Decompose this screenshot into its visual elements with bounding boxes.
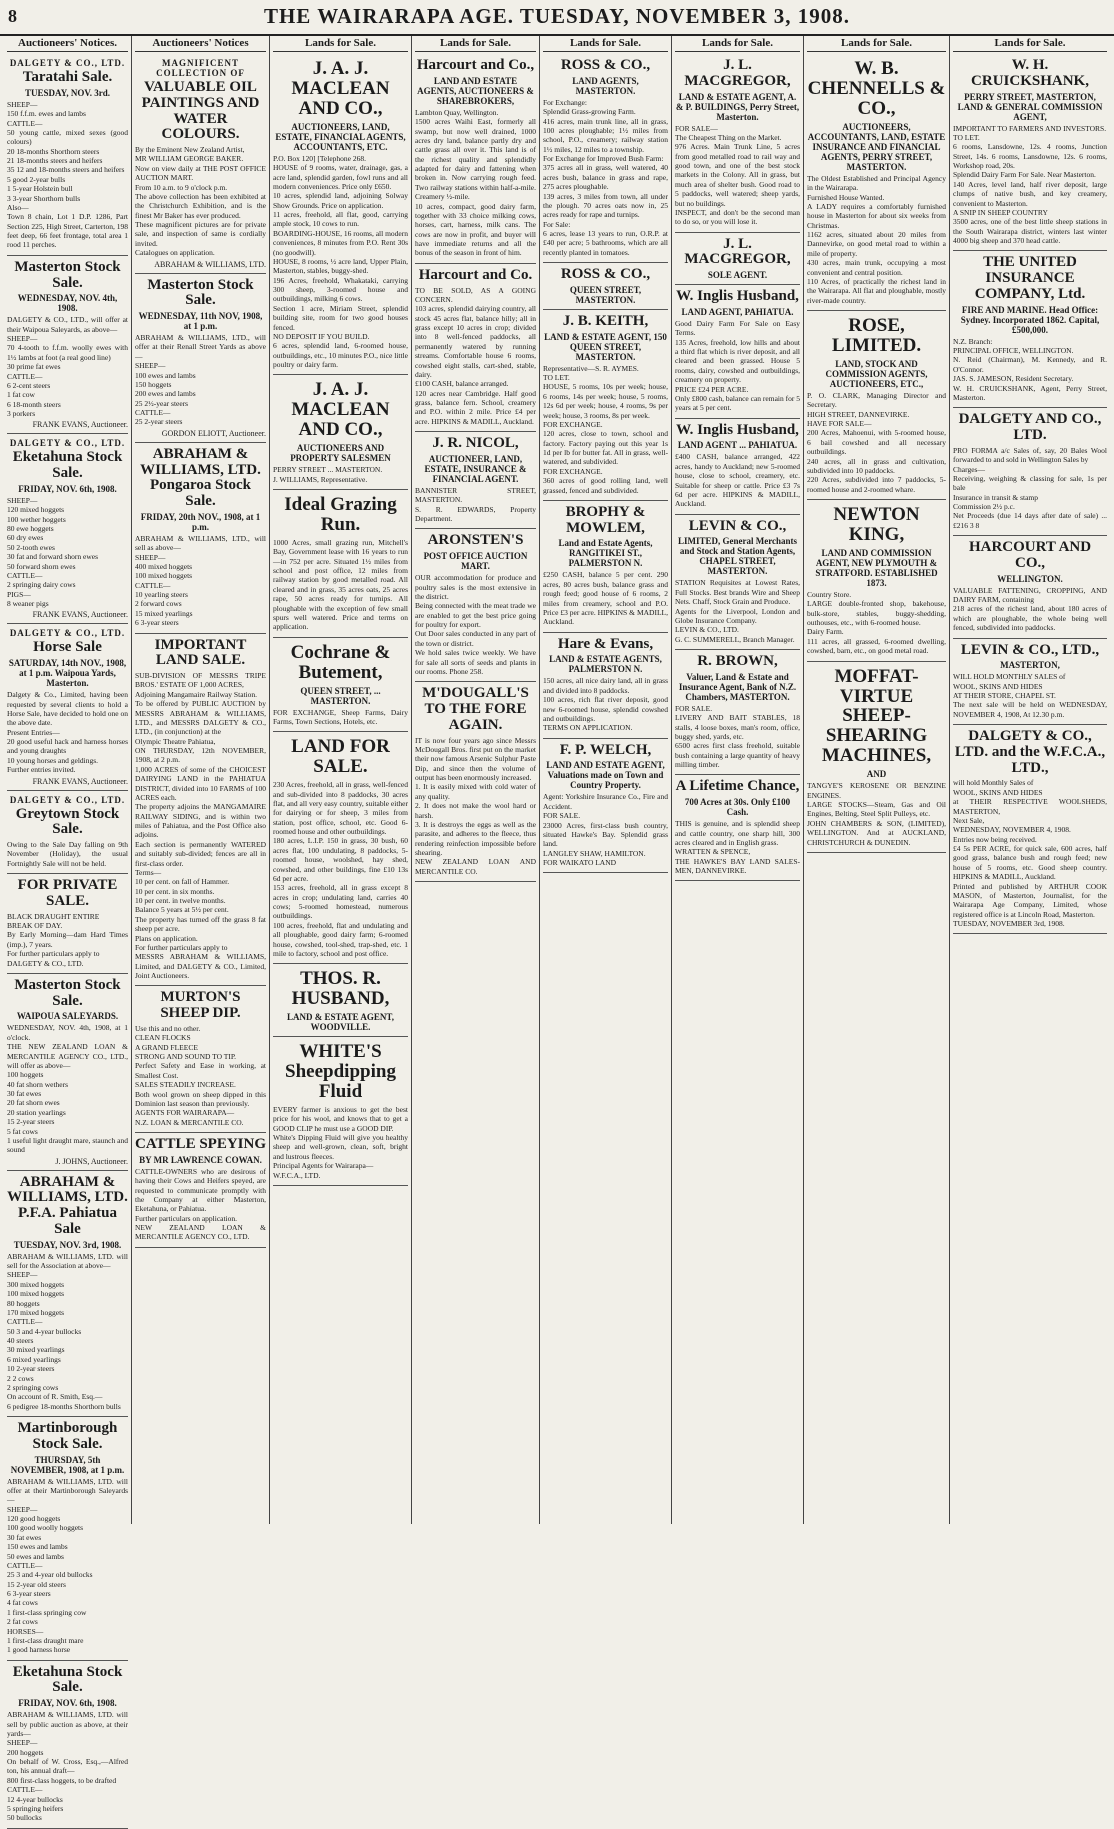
ad-firm: DALGETY & CO., LTD. — [9, 438, 126, 449]
ad-title: Hare & Evans, — [557, 635, 654, 652]
column-header: Auctioneers' Notices. — [7, 36, 128, 52]
ad-subtitle: AUCTIONEERS, ACCOUNTANTS, LAND, ESTATE INSURANCE AND FINANCIAL AGENTS, PERRY STREET, MASTERTON. — [807, 121, 946, 172]
ad-title: M'DOUGALL'S TO THE FORE AGAIN. — [422, 685, 529, 733]
ad-body: Good Dairy Farm For Sale on Easy Terms. 135 Acres, freehold, low hills and about a third flat which is river deposit, and all cleared and been grassed. House 5 rooms, dairy, cowshed and outbuildings, creamery on property. PRICE £24 PER ACRE. Only £800 cash, balance can remain for 5 years at 5 per cent. — [675, 318, 800, 413]
ad-signature: GORDON ELIOTT, Auctioneer. — [161, 428, 266, 438]
advertisement — [953, 251, 1107, 408]
advertisement — [675, 233, 800, 286]
advertisement — [7, 624, 128, 790]
ad-title: HARCOURT AND CO., — [968, 539, 1092, 571]
page-number: 8 — [8, 6, 17, 26]
advertisement — [273, 732, 408, 964]
ad-title: Eketahuna Stock Sale. — [12, 1663, 123, 1696]
ad-title: R. BROWN, — [697, 653, 778, 669]
ad-subtitle: LAND & ESTATE AGENT, WOODVILLE. — [286, 1012, 395, 1033]
ad-subtitle: Valuer, Land & Estate and Insurance Agent, Bank of N.Z. Chambers, MASTERTON. — [678, 671, 797, 702]
ad-body: 230 Acres, freehold, all in grass, well-fenced and sub-divided into 8 paddocks, 30 acres flat, and all very easy country, suitable either for dairying or for sheep, 3 miles from station, post office, school, etc. Good 6-roomed house and other outbuildings. 180 acres, L.I.P. 150 in grass, 30 bush, 60 acres flat, 100 undulating, 8 paddocks, 5-roomed house, woolshed, hay shed, cowshed, and other buildings, fine £10 13s 6d per acre. 153 acres, freehold, all in grass except 8 acres in crop; undulating land, carries 40 cows; 5-roomed homestead, numerous outbuildings. 100 acres, freehold, flat and undulating and all ploughable, good dairy farm; 6-roomed house, cowshed, tool-shed, trap-shed, etc. 1 mile to factory, school and post office. — [273, 780, 408, 958]
ad-title: WHITE'S Sheepdipping Fluid — [285, 1041, 396, 1102]
ad-title: J. A. J. MACLEAN AND CO., — [291, 379, 390, 441]
ad-body: SUB-DIVISION OF MESSRS TRIPE BROS.' ESTATE OF 1,000 ACRES, Adjoining Mangamaire Railway Station. To be offered by PUBLIC AUCTION by MESSRS ABRAHAM & WILLIAMS, LTD., and MESSRS DALGETY & CO., LTD., (in conjunction) at the Olympic Theatre Pahiatua, ON THURSDAY, 12th NOVEMBER, 1908, at 2 p.m. 1,000 ACRES of some of the CHOICEST DAIRYING LAND in the PAHIATUA DISTRICT, divided into 10 FARMS of 100 ACRES each. The property adjoins the MANGAMAIRE RAILWAY SIDING, and is within two miles of Pahiatua, and the Post Office also adjoins. Each section is permanently WATERED and suitably sub-divided; fences are all in first-class order. Terms— 10 per cent. on fall of Hammer. 10 per cent. in six months. 10 per cent. in twelve months. Balance 5 years at 5½ per cent. The property has turned off the grass 8 fat sheep per acre. Plans on application. For further particulars apply to MESSRS ABRAHAM & WILLIAMS, Limited, and DALGETY & CO., Limited, Joint Auctioneers. — [135, 671, 266, 980]
advertisement — [135, 54, 266, 274]
column-3 — [270, 36, 412, 1524]
ad-subtitle: WEDNESDAY, NOV. 4th, 1908. — [17, 293, 118, 314]
ad-body: ABRAHAM & WILLIAMS, LTD., will sell as above— SHEEP— 400 mixed hoggets 100 mixed hoggets CATTLE— 10 yearling steers 2 forward cows 15 mixed yearlings 6 3-year steers — [135, 533, 266, 628]
advertisement — [135, 634, 266, 987]
advertisement — [953, 639, 1107, 726]
ad-body: 1000 Acres, small grazing run, Mitchell's Bay, Government lease with 16 years to run—in 752 per acre. Situated 1½ miles from school and post office, 12 miles from railway station by good metalled road. All cleared and in grass, 35 acres oats, 25 acres rape, 50 acres ready for turnips. All ploughable with the exception of few small spurs well watered. Price and terms on application. — [273, 537, 408, 632]
ad-subtitle: QUEEN STREET, ... MASTERTON. — [300, 685, 381, 706]
ad-subtitle: BY MR LAWRENCE COWAN. — [139, 1154, 262, 1165]
advertisement — [675, 419, 800, 515]
advertisement — [807, 54, 946, 311]
ad-subtitle: LAND & ESTATE AGENT, 150 QUEEN STREET, MASTERTON. — [544, 331, 667, 362]
advertisement — [7, 1171, 128, 1417]
ad-title: W. H. CRUICKSHANK, — [971, 57, 1089, 89]
ad-title: Masterton Stock Sale. — [14, 258, 121, 291]
ad-body: PRO FORMA a/c Sales of, say, 20 Bales Wool forwarded to and sold in Wellington Sales by Charges— Receiving, weighing & classing for sale, 1s per bale Insurance in transit & stamp Commission 2½ p.c. Net Proceeds (due 14 days after date of sale) ... £216 3 8 — [953, 445, 1107, 530]
ad-title: Harcourt and Co., — [416, 57, 535, 73]
advertisement — [415, 432, 536, 529]
ad-subtitle: LAND, STOCK AND COMMISSION AGENTS, AUCTIONEERS, ETC., — [825, 358, 928, 389]
ad-subtitle: WEDNESDAY, 11th NOV, 1908, at 1 p.m. — [138, 311, 263, 331]
ad-body: BLACK DRAUGHT ENTIRE BREAK OF DAY. By Early Morning—dam Hard Times (imp.), 7 years. For further particulars apply to DALGETY & CO., LTD. — [7, 911, 128, 968]
masthead — [0, 0, 1114, 36]
advertisement — [7, 434, 128, 624]
column-4 — [412, 36, 540, 1524]
ad-body: BANNISTER STREET, MASTERTON. S. R. EDWARDS, Property Department. — [415, 485, 536, 523]
ad-body: CATTLE-OWNERS who are desirous of having their Cows and Heifers speyed, are requested to communicate promptly with the Company at either Masterton, Eketahuna, or Pahiatua. Further particulars on application. NEW ZEALAND LOAN & MERCANTILE AGENCY CO., LTD. — [135, 1166, 266, 1242]
column-2 — [132, 36, 270, 1524]
ad-title: Martinborough Stock Sale. — [17, 1420, 118, 1452]
advertisement — [135, 1133, 266, 1248]
advertisement — [273, 490, 408, 638]
ad-subtitle: LAND & ESTATE AGENTS, PALMERSTON N. — [549, 654, 662, 675]
ad-body: ABRAHAM & WILLIAMS, LTD. will sell by public auction as above, at their yards— SHEEP— 200 hoggets On behalf of W. Cross, Esq.,—Alfred ton, his annual draft— 800 first-class hoggets, to be drafted CATTLE— 12 4-year bullocks 5 springing heifers 50 bullocks — [7, 1710, 128, 1823]
ad-title: Eketahuna Stock Sale. — [12, 449, 123, 482]
ad-body: FOR SALE— The Cheapest Thing on the Market. 976 Acres. Main Trunk Line, 5 acres from good metalled road to rail way and good town, and one of the best stock markets in the Colony. All in grass, but much area of shelter bush. Good road to 5 paddocks, well watered; sheep yards, but no buildings. INSPECT, and don't be the second man to do so, or you will lose it. — [675, 123, 800, 227]
ad-title: IMPORTANT LAND SALE. — [154, 636, 247, 669]
ad-title: ABRAHAM & WILLIAMS, LTD. P.F.A. Pahiatua Sale — [7, 1173, 128, 1237]
ad-body: WILL HOLD MONTHLY SALES of WOOL, SKINS AND HIDES AT THEIR STORE, CHAPEL ST. The next sale will be held on WEDNESDAY, NOVEMBER 4, 1908, At 12.30 p.m. — [953, 672, 1107, 719]
ad-body: will hold Monthly Sales of WOOL, SKINS AND HIDES at THEIR RESPECTIVE WOOLSHEDS, MASTERTON, Next Sale, WEDNESDAY, NOVEMBER 4, 1908. Entries now being received. £4 5s PER ACRE, for quick sale, 600 acres, half good grass, balance bush and rough feed; new house of 5 rooms, etc. Good sheep country. HIPKINS & MADILL, Auckland. Printed and published by ARTHUR COOK MASON, of Masterton, Journalist, for the Wairarapa Age Company, Limited, whose registered office is at Lincoln Road, Masterton. TUESDAY, NOVEMBER 3rd, 1908. — [953, 778, 1107, 928]
ad-body: £400 CASH, balance arranged, 422 acres, handy to Auckland; new 5-roomed house, close to school, creamery, etc. Suitable for sheep or cattle. Price £3 7s 6d per acre. HIPKINS & MADILL, Auckland. — [675, 452, 800, 509]
ad-body: Dalgety & Co., Limited, having been requested by several clients to hold a Horse Sale, have decided to hold one on the above date. Present Entries— 20 good useful hack and harness horses and young draughts 10 young horses and geldings. Further entries invited. — [7, 690, 128, 775]
ad-title: LEVIN & CO., — [688, 517, 787, 534]
ad-title: W. Inglis Husband, — [676, 421, 799, 438]
ad-subtitle: LIMITED, General Merchants and Stock and Station Agents, CHAPEL STREET, MASTERTON. — [677, 536, 798, 577]
ad-subtitle: AND — [866, 769, 887, 780]
ad-body: FOR SALE. LIVERY AND BAIT STABLES, 18 stalls, 4 loose boxes, man's room, office, buggy shed, yards, etc. 6500 acres first class freehold, suitable bush containing a large quantity of heavy milling timber. — [675, 703, 800, 769]
ad-subtitle: LAND AGENT ... PAHIATUA. — [677, 440, 798, 451]
advertisement — [135, 443, 266, 634]
ad-body: ABRAHAM & WILLIAMS, LTD., will offer at their Renall Street Yards as above— SHEEP— 100 ewes and lambs 150 hoggets 200 ewes and lambs 25 2½-year steers CATTLE— 25 2-year steers — [135, 333, 266, 427]
ad-title: ROSS & CO., — [560, 266, 651, 283]
ad-title: Masterton Stock Sale. — [147, 276, 254, 309]
ad-title: W. Inglis Husband, — [676, 288, 799, 305]
ad-subtitle: QUEEN STREET, MASTERTON. — [569, 284, 642, 305]
ad-title: Horse Sale — [33, 639, 102, 656]
ad-body: TO BE SOLD, AS A GOING CONCERN. 103 acres, splendid dairying country, all stock 45 acres flat, balance hilly; all in grass except 10 acres in crop; divided into 8 well-fenced paddocks, all permanently watered by running streams. Comfortable house 6 rooms, cowshed eight stalls, cart-shed, stable, dairy. £100 CASH, balance arranged. 120 acres near Cambridge. Half good grass, balance fern. School, creamery and P.O. within 2 mile. Price £4 per acre. HIPKINS & MADILL, Auckland. — [415, 285, 536, 426]
ad-title: W. B. CHENNELLS & CO., — [807, 58, 946, 119]
column-header: Lands for Sale. — [953, 36, 1107, 52]
advertisement — [273, 375, 408, 490]
advertisement — [415, 682, 536, 882]
advertisement — [273, 54, 408, 375]
advertisement — [675, 650, 800, 775]
column-7 — [804, 36, 950, 1524]
ad-title: THE UNITED INSURANCE COMPANY, Ltd. — [974, 254, 1086, 302]
advertisement — [7, 1661, 128, 1829]
ad-subtitle: FRIDAY, 20th NOV., 1908, at 1 p.m. — [140, 511, 261, 532]
ad-title: J. L. MACGREGOR, — [684, 235, 791, 268]
ad-subtitle: AUCTIONEERS AND PROPERTY SALESMEN — [290, 443, 391, 464]
ad-body: Lambton Quay, Wellington. 1500 acres Waihi East, formerly all swamp, but now well drained, 1000 acres dry land, balance partly dry and cattle grass all over it. This land is of the richest quality and splendidly adapted for dairy and fattening when broken in. Now carrying rough feed. Two railway stations within half-a-mile. Creamery ½-mile. 10 acres, compact, good dairy farm, together with 33 choice milking cows, horses, cart, harness, milk cans. The cows are now in profit, and buyer will have immediate returns and all the bonus of the season in front of him. — [415, 107, 536, 258]
ad-signature: FRANK EVANS, Auctioneer. — [32, 610, 128, 620]
columns-container — [4, 36, 1110, 1823]
advertisement — [807, 662, 946, 853]
ad-subtitle: LAND AND ESTATE AGENT, Valuations made on Town and Country Property. — [546, 760, 665, 791]
ad-body: £250 CASH, balance 5 per cent. 290 acres, 80 acres bush, balance grass and rough feed; good house of 6 rooms, 2 miles from creamery, school and P.O. Price £3 per acre. HIPKINS & MADILL, Auckland. — [543, 570, 668, 627]
ad-body: DALGETY & CO., LTD., will offer at their Waipoua Saleyards, as above— SHEEP— 70 4-tooth to f.f.m. woolly ewes with 1½ lambs at foot (a real good line) 30 prime fat ewes CATTLE— 6 2-cent steers 1 fat cow 6 18-month steers 3 porkers — [7, 315, 128, 418]
column-header: Lands for Sale. — [675, 36, 800, 52]
ad-title: A Lifetime Chance, — [675, 778, 800, 795]
ad-title: BROPHY & MOWLEM, — [565, 503, 646, 536]
ad-body: Use this and no other. CLEAN FLOCKS A GRAND FLEECE STRONG AND SOUND TO TIP. Perfect Safety and Ease in working, at Smallest Cost. SALES STEADILY INCREASE. Both wool grown on sheep dipped in this Dominion last season than previously. AGENTS FOR WAIRARAPA— N.Z. LOAN & MERCANTILE CO. — [135, 1023, 266, 1127]
ad-subtitle: Land and Estate Agents, RANGITIKEI ST., PALMERSTON N. — [558, 538, 653, 569]
ad-title: Cochrane & Butement, — [290, 641, 391, 683]
ad-body: FOR EXCHANGE, Sheep Farms, Dairy Farms, Town Sections, Hotels, etc. — [273, 707, 408, 726]
ad-subtitle: FIRE AND MARINE. Head Office: Sydney. Incorporated 1862. Capital, £500,000. — [960, 304, 1100, 335]
column-8 — [950, 36, 1110, 1524]
ad-body: EVERY farmer is anxious to get the best price for his wool, and knows that to get a GOOD CLIP he must use a GOOD DIP. White's Dipping Fluid will give you healthy sheep and well-grown, clean, soft, bright and lustrous fleeces. Principal Agents for Wairarapa— W.F.C.A., LTD. — [273, 1104, 408, 1180]
ad-body: N.Z. Branch: PRINCIPAL OFFICE, WELLINGTON. N. Reid (Chairman), M. Kennedy, and R. O'Connor. JAS. S. JAMESON, Resident Secretary. W. H. CRUICKSHANK, Agent, Perry Street, Masterton. — [953, 336, 1107, 402]
ad-body: TANGYE'S KEROSENE OR BENZINE ENGINES. LARGE STOCKS—Steam, Gas and Oil Engines, Belting, Steel Split Pulleys, etc. JOHN CHAMBERS & SON, (LIMITED), WELLINGTON. And at AUCKLAND, CHRISTCHURCH & DUNEDIN. — [807, 781, 946, 847]
ad-title: MURTON'S SHEEP DIP. — [160, 989, 241, 1022]
advertisement — [543, 54, 668, 263]
ad-title: J. B. KEITH, — [562, 312, 649, 329]
newspaper-title: THE WAIRARAPA AGE. TUESDAY, NOVEMBER 3, 1908. — [263, 4, 851, 28]
advertisement — [415, 529, 536, 682]
ad-title: ROSE, LIMITED. — [831, 315, 922, 356]
advertisement — [953, 725, 1107, 934]
ad-title: ABRAHAM & WILLIAMS, LTD. Pongaroa Stock Sale. — [140, 445, 261, 509]
advertisement — [7, 791, 128, 875]
ad-body: IMPORTANT TO FARMERS AND INVESTORS. TO LET. 6 rooms, Lansdowne, 12s. 4 rooms, Junction Street, 14s. 6 rooms, Lansdowne, 12s. 6 rooms, Workshop road, 20s. Splendid Dairy Farm For Sale. Near Masterton. 140 Acres, level land, half river deposit, large clumps of native bush, and key creamery, convenient to Masterton. A SNIP IN SHEEP COUNTRY 3500 acres, one of the best little sheep stations in the South Wairarapa district, winters last winter 4000 big sheep and 370 head cattle. — [953, 123, 1107, 245]
advertisement — [543, 501, 668, 633]
advertisement — [543, 739, 668, 874]
ad-subtitle: LAND & ESTATE AGENT, A. & P. BUILDINGS, Perry Street, Masterton. — [675, 91, 800, 122]
ad-subtitle: MASTERTON, — [1000, 660, 1060, 671]
ad-body: ABRAHAM & WILLIAMS, LTD. will offer at their Martinborough Saleyards— SHEEP— 120 good hoggets 100 good woolly hoggets 30 fat ewes 150 ewes and lambs 50 ewes and lambs CATTLE— 25 3 and 4-year old bullocks 15 2-year old steers 6 3-year steers 4 fat cows 1 first-class springing cow 2 fat cows HORSES— 1 first-class draught mare 1 good harness horse — [7, 1476, 128, 1655]
ad-subtitle: 700 Acres at 30s. Only £100 Cash. — [684, 797, 791, 818]
ad-body: For Exchange: Splendid Grass-growing Farm. 416 acres, main trunk line, all in grass, 100 acres ploughable; 1½ miles from school, P.O., creamery; railway station 1½ miles, 12 miles to a township. For Exchange for Improved Bush Farm: 375 acres all in grass, well watered, 40 acres bush, balance in grass and rape, 275 acres ploughable. 139 acres, 3 miles from town, all under the plough. 70 acres oats now in, 25 acres ready for rape and turnips. For Sale: 6 acres, lease 13 years to run, O.R.P. at £40 per acre; 5 bathrooms, which are all recently planted in tomatoes. — [543, 97, 668, 257]
advertisement — [953, 408, 1107, 536]
ad-body: SHEEP— 120 mixed hoggets 100 wether hoggets 80 ewe hoggets 60 dry ewes 50 2-tooth ewes 30 fat and forward shorn ewes 50 forward shorn ewes CATTLE— 2 springing dairy cows PIGS— 8 weaner pigs — [7, 495, 99, 608]
ad-title: Ideal Grazing Run. — [284, 494, 397, 535]
ad-signature: ABRAHAM & WILLIAMS, LTD. — [154, 259, 266, 269]
column-header: Lands for Sale. — [415, 36, 536, 52]
ad-subtitle: AUCTIONEER, LAND, ESTATE, INSURANCE & FINANCIAL AGENT. — [424, 453, 527, 484]
advertisement — [135, 274, 266, 443]
ad-body: VALUABLE FATTENING, CROPPING, AND DAIRY FARM, containing 218 acres of the richest land, about 180 acres of which are ploughable, the whole being well fenced, subdivided into paddocks. — [953, 585, 1107, 633]
ad-title: THOS. R. HUSBAND, — [291, 968, 390, 1010]
ad-subtitle: PERRY STREET, MASTERTON, LAND & GENERAL COMMISSION AGENT, — [957, 91, 1103, 122]
ad-title: LEVIN & CO., LTD., — [960, 641, 1100, 658]
ad-subtitle: POST OFFICE AUCTION MART. — [423, 551, 528, 572]
ad-body: PERRY STREET ... MASTERTON. J. WILLIAMS, Representative. — [273, 465, 383, 484]
ad-title: FOR PRIVATE SALE. — [17, 877, 118, 909]
ad-signature: FRANK EVANS, Auctioneer. — [32, 776, 128, 786]
ad-title: ARONSTEN'S — [427, 532, 524, 549]
ad-title: VALUABLE OIL PAINTINGS AND WATER COLOURS. — [141, 79, 260, 143]
ad-title: Taratahi Sale. — [22, 69, 113, 85]
ad-title: J. R. NICOL, — [432, 435, 519, 452]
advertisement — [675, 775, 800, 881]
ad-subtitle: LAND AGENTS, MASTERTON. — [572, 75, 639, 96]
ad-body: The Oldest Established and Principal Agency in the Wairarapa. Furnished House Wanted. A LADY requires a comfortably furnished house in Masterton for about six weeks from Christmas. 1162 acres, situated about 20 miles from Dannevirke, on good metal road to within a mile of property. 430 acres, main trunk, occupying a most convenient and central position. 110 Acres, of practically the richest land in the Wairarapa. All flat and ploughable, mostly river-made country. — [807, 173, 946, 305]
ad-subtitle: THURSDAY, 5th NOVEMBER, 1908, at 1 p.m. — [10, 1454, 125, 1475]
ad-subtitle: TUESDAY, NOV. 3rd. — [25, 87, 110, 98]
ad-signature: FRANK EVANS, Auctioneer. — [32, 420, 128, 430]
ad-body: Owing to the Sale Day falling on 9th November (Holiday), the usual Fortnightly Sale will not be held. — [7, 840, 128, 868]
ad-subtitle: FRIDAY, NOV. 6th, 1908. — [18, 1698, 117, 1709]
ad-body: P. O. CLARK, Managing Director and Secretary. HIGH STREET, DANNEVIRKE. HAVE FOR SALE— 200 Acres, Mahoenui, with 5-roomed house, 6 bail cowshed and all necessary outbuildings. 240 acres, all in grass and cultivation, subdivided into 10 paddocks. 220 Acres, subdivided into 7 paddocks, 5-roomed house and 2-roomed whare. — [807, 390, 946, 494]
ad-title: DALGETY AND CO., LTD. — [958, 411, 1102, 443]
advertisement — [273, 638, 408, 733]
ad-subtitle: SOLE AGENT. — [707, 270, 768, 281]
advertisement — [807, 500, 946, 662]
ad-firm: DALGETY & CO., LTD. — [9, 794, 126, 805]
ad-body: OUR accommodation for produce and poultry sales is the most extensive in the district. Being connected with the meat trade we are enabled to get the best price going for poultry for export. Out Door sales conducted in any part of the town or district. We hold sales twice weekly. We have for sale all sorts of seeds and plants in our rooms. Phone 258. — [415, 573, 536, 676]
advertisement — [543, 633, 668, 739]
ad-subtitle: WELLINGTON. — [997, 573, 1063, 584]
column-header: Lands for Sale. — [807, 36, 946, 52]
ad-title: J. A. J. MACLEAN AND CO., — [291, 58, 390, 119]
ad-body: By the Eminent New Zealand Artist, MR WILLIAM GEORGE BAKER. Now on view daily at THE POST OFFICE AUCTION MART. From 10 a.m. to 9 o'clock p.m. The above collection has been exhibited at the Christchurch Exhibition, and is the finest Mr Baker has ever produced. These magnificent pictures are for private sale, and inspection of same is cordially invited. Catalogues on application. — [135, 145, 266, 258]
ad-title: DALGETY & CO., LTD. and the W.F.C.A., LTD., — [954, 728, 1106, 776]
advertisement — [7, 54, 128, 256]
ad-body: WEDNESDAY, NOV. 4th, 1908, at 1 o'clock. THE NEW ZEALAND LOAN & MERCANTILE AGENCY CO., LTD., will offer as above— 100 hoggets 40 fat shorn wethers 30 fat ewes 20 fat shorn ewes 20 station yearlings 15 2-year steers 5 fat cows 1 useful light draught mare, staunch and sound — [7, 1023, 128, 1155]
ad-subtitle: SATURDAY, 14th NOV., 1908, at 1 p.m. Waipoua Yards, Masterton. — [8, 658, 127, 689]
ad-firm: DALGETY & CO., LTD. — [9, 58, 126, 68]
ad-subtitle: LAND AND COMMISSION AGENT, NEW PLYMOUTH & STRATFORD. ESTABLISHED 1873. — [815, 547, 938, 588]
ad-body: STATION Requisites at Lowest Rates, Full Stocks. Best brands Wire and Sheep Nets. Chaff, Stock Grain and Produce. Agents for the Liverpool, London and Globe Insurance Company. LEVIN & CO., LTD. G. C. SUMMERELL, Branch Manager. — [675, 578, 800, 644]
ad-body: 150 acres, all nice dairy land, all in grass and divided into 8 paddocks. 100 acres, rich flat river deposit, good new 6-roomed house, splendid cowshed and outbuildings. TERMS ON APPLICATION. — [543, 676, 668, 733]
ad-subtitle: LAND AND ESTATE AGENTS, AUCTIONEERS & SHAREBROKERS, — [417, 75, 534, 106]
column-header: Lands for Sale. — [543, 36, 668, 52]
advertisement — [807, 311, 946, 500]
advertisement — [7, 1417, 128, 1661]
advertisement — [675, 515, 800, 650]
advertisement — [273, 1037, 408, 1186]
advertisement — [7, 974, 128, 1171]
ad-body: Representative—S. R. AYMES. TO LET. HOUSE, 5 rooms, 10s per week; house, 6 rooms, 14s per week; house, 5 rooms, 12s 6d per week; house, 4 rooms, 9s per week; house, 3 rooms, 8s per week. FOR EXCHANGE. 120 acres, close to town, school and factory. Factory paying out this year 1s 1d per lb for butter fat. All in grass, well-watered, and subdivided. FOR EXCHANGE. 360 acres of good rolling land, well grassed, fenced and subdivided. — [543, 363, 668, 495]
ad-subtitle: WAIPOUA SALEYARDS. — [16, 1011, 119, 1022]
ad-subtitle: TUESDAY, NOV. 3rd, 1908. — [13, 1239, 122, 1250]
ad-title: LAND FOR SALE. — [291, 736, 390, 778]
ad-body: Country Store. LARGE double-fronted shop, bakehouse, bulk-store, stables, buggy-shedding, outhouses, etc., with 6-roomed house. Dairy Farm. 111 acres, all grassed, 6-roomed dwelling, cowshed, barn, etc., on good metal road. — [807, 589, 946, 656]
advertisement — [543, 263, 668, 310]
ad-title: ROSS & CO., — [560, 57, 651, 73]
ad-body: IT is now four years ago since Messrs McDougall Bros. first put on the market their now famous Arsenic Sulphur Paste Dip, and since then the volume of output has been enormously increased. 1. It is easily mixed with cold water of any quality. 2. It does not make the wool hard or harsh. 3. It is destroys the eggs as well as the parasite, and adheres to the fleece, thus rendering reinfection impossible before shearing. NEW ZEALAND LOAN AND MERCANTILE CO. — [415, 735, 536, 876]
advertisement — [415, 264, 536, 432]
ad-title: Greytown Stock Sale. — [15, 805, 120, 838]
column-header: Lands for Sale. — [273, 36, 408, 52]
advertisement — [7, 256, 128, 435]
ad-body: SHEEP— 150 f.f.m. ewes and lambs CATTLE— 50 young cattle, mixed sexes (good colours) 20 18-months Shorthorn steers 21 18-months steers and heifers 35 12 and 18-months steers and heifers 5 good 2-year bulls 1 5-year Holstein bull 3 3-year Shorthorn bulls Also— Town 8 chain, Lot 1 D.P. 1286, Part Section 225, High Street, Carterton, 198 feet deep, 66 feet frontage, total area 1 rood 11 perches. — [7, 99, 128, 250]
ad-subtitle: FRIDAY, NOV. 6th, 1908. — [18, 483, 117, 494]
column-header: Auctioneers' Notices — [135, 36, 266, 52]
ad-title: J. L. MACGREGOR, — [684, 57, 791, 89]
ad-title: MOFFAT-VIRTUE SHEEP-SHEARING MACHINES, — [821, 665, 932, 767]
ad-title: F. P. WELCH, — [559, 741, 652, 758]
ad-firm: MAGNIFICENT COLLECTION OF — [156, 58, 245, 78]
advertisement — [415, 54, 536, 264]
advertisement — [7, 874, 128, 974]
advertisement — [953, 536, 1107, 638]
ad-body: THIS is genuine, and is splendid sheep and cattle country, one sharp hill, 300 acres cleared and in English grass. WRATTEN & SPENCE, THE HAWKE'S BAY LAND SALES-MEN, DANNEVIRKE. — [675, 819, 800, 875]
ad-subtitle: AUCTIONEERS, LAND, ESTATE, FINANCIAL AGENTS, ACCOUNTANTS, ETC. — [275, 121, 406, 152]
ad-title: NEWTON KING, — [833, 504, 920, 545]
ad-title: Harcourt and Co. — [418, 266, 533, 283]
column-6 — [672, 36, 804, 1524]
column-1 — [4, 36, 132, 1823]
advertisement — [675, 285, 800, 419]
advertisement — [273, 964, 408, 1037]
ad-signature: J. JOHNS, Auctioneer. — [55, 1156, 128, 1166]
ad-body: P.O. Box 120] [Telephone 268. HOUSE of 9 rooms, water, drainage, gas, a acre land, splendid garden, fowl runs and all modern conveniences. Price only £650. 10 acres, splendid land, adjoining Solway Show Grounds. Price on application. 11 acres, freehold, all flat, good, carrying ample stock, 10 cows to run. BOARDING-HOUSE, 16 rooms, all modern conveniences, 8 minutes from P.O. Rent 30s (no goodwill). HOUSE, 8 rooms, ½ acre land, Upper Plain, Masterton, stables, buggy-shed. 196 Acres, freehold, Whakataki, carrying 300 sheep, 3-roomed house and outbuildings, milking 6 cows. Section 1 acre, Miriam Street, splendid building site, room for two good houses fenced. NO DEPOSIT IF YOU BUILD. 6 acres, splendid land, 6-roomed house, outbuildings, etc., 10 minutes P.O., nice little poultry or dairy farm. — [273, 153, 408, 370]
advertisement — [543, 310, 668, 501]
advertisement — [953, 54, 1107, 251]
ad-body: Agent: Yorkshire Insurance Co., Fire and Accident. FOR SALE. 23000 Acres, first-class bush country, situated Hawke's Bay. Splendid grass land. LANGLEY SHAW, HAMILTON. FOR WAIKATO LAND — [543, 792, 668, 867]
ad-title: CATTLE SPEYING — [135, 1136, 267, 1152]
ad-title: Masterton Stock Sale. — [14, 976, 121, 1009]
ad-body: ABRAHAM & WILLIAMS, LTD. will sell for the Association at above— SHEEP— 300 mixed hoggets 100 mixed hoggets 80 hoggets 170 mixed hoggets CATTLE— 50 3 and 4-year bullocks 40 steers 30 mixed yearlings 6 mixed yearlings 10 2-year steers 2 2 cows 2 springing cows On account of R. Smith, Esq.— 6 pedigree 18-months Shorthorn bulls — [7, 1251, 128, 1411]
column-5 — [540, 36, 672, 1524]
advertisement — [135, 986, 266, 1133]
ad-subtitle: LAND AGENT, PAHIATUA. — [681, 306, 794, 317]
ad-firm: DALGETY & CO., LTD. — [9, 628, 126, 639]
advertisement — [675, 54, 800, 233]
